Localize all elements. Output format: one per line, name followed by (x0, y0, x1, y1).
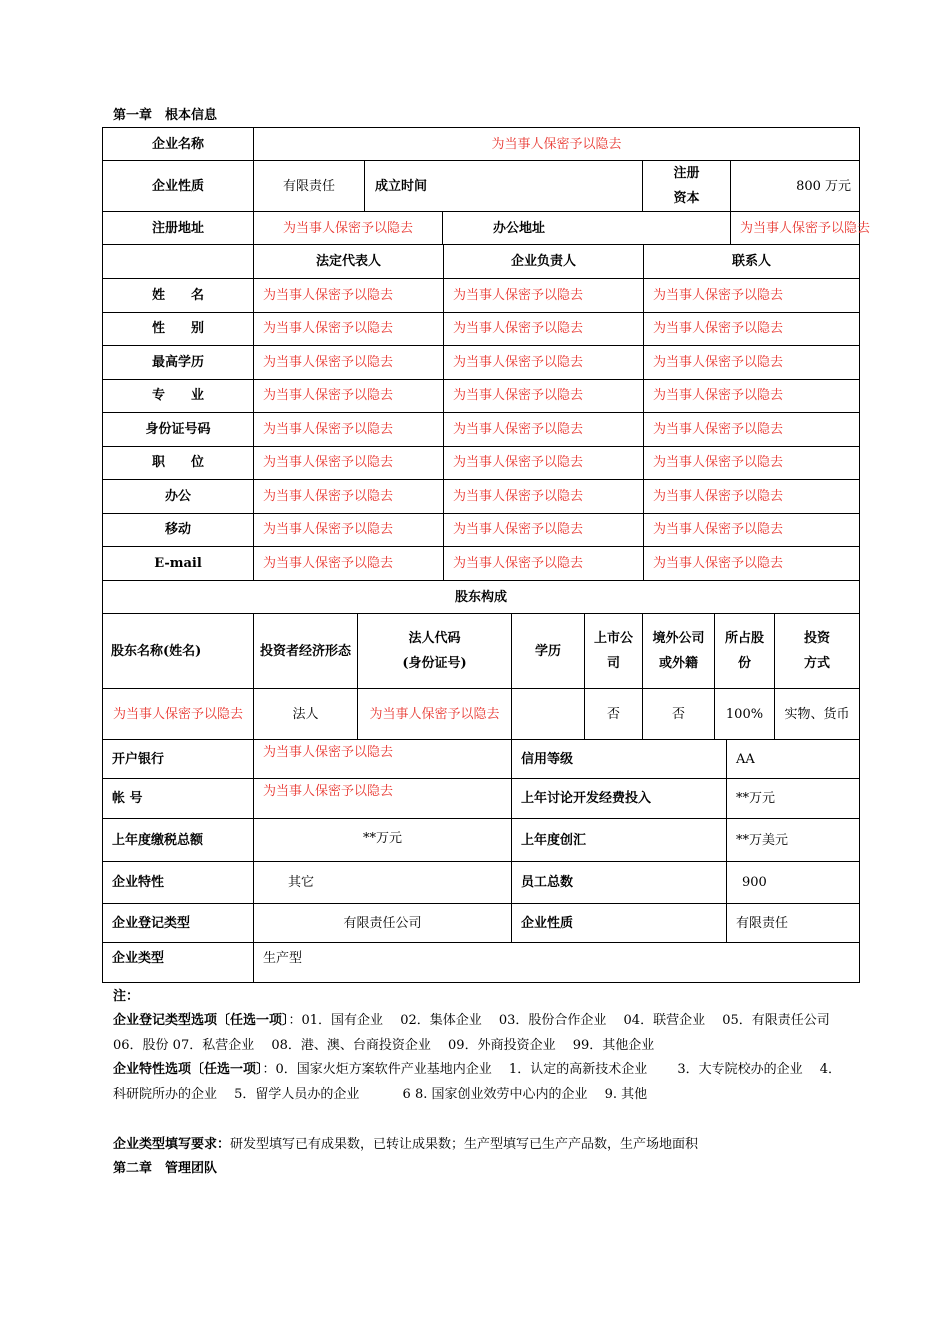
rd-label: 上年讨论开发经费投入 (512, 779, 727, 819)
people-cell: 为当事人保密予以隐去 (644, 547, 860, 581)
people-cell: 为当事人保密予以隐去 (254, 547, 444, 581)
basic-info-table (102, 127, 871, 245)
credit-value: AA (727, 740, 860, 779)
staff-label: 员工总数 (512, 862, 727, 904)
note-type (113, 1132, 853, 1157)
sh-col-code-line-1: 法人代码 (408, 631, 461, 646)
note-feature-title: 企业特性选项〔任选一项〕 (113, 1062, 263, 1077)
note-type-text: 研发型填写已有成果数，已转让成果数；生产型填写已生产产品数，生产场地面积 (230, 1137, 699, 1152)
note-regtype-title: 企业登记类型选项〔任选一项〕 (113, 1013, 289, 1028)
people-cell: 为当事人保密予以隐去 (444, 513, 644, 547)
people-cell: 为当事人保密予以隐去 (444, 346, 644, 380)
people-cell: 为当事人保密予以隐去 (644, 346, 860, 380)
people-cell: 为当事人保密予以隐去 (254, 312, 444, 346)
shareholders-title: 股东构成 (103, 581, 860, 614)
people-row-label: 性 别 (103, 312, 254, 346)
sh-col-code (358, 614, 512, 689)
note-regtype (113, 1008, 853, 1058)
company-name-label: 企业名称 (103, 128, 254, 161)
people-row-label: 专 业 (103, 379, 254, 413)
nature2-value: 有限责任 (727, 904, 860, 943)
regtype-label: 企业登记类型 (103, 904, 254, 943)
sh-col-code-line-2: (身份证号) (402, 656, 467, 671)
people-row-label: 姓 名 (103, 279, 254, 313)
sh-row-foreign: 否 (643, 689, 715, 740)
regtype-value: 有限责任公司 (254, 904, 512, 943)
people-cell: 为当事人保密予以隐去 (644, 413, 860, 447)
people-cell: 为当事人保密予以隐去 (254, 480, 444, 514)
staff-value: 900 (727, 862, 860, 904)
people-cell: 为当事人保密予以隐去 (254, 413, 444, 447)
people-cell: 为当事人保密予以隐去 (444, 446, 644, 480)
capital-value: 800 万元 (731, 161, 860, 212)
fx-label: 上年度创汇 (512, 819, 727, 862)
note-feature (113, 1057, 853, 1107)
capital-label-line-1: 注册 (673, 166, 700, 181)
people-row-label: 最高学历 (103, 346, 254, 380)
sh-row-name: 为当事人保密予以隐去 (103, 689, 254, 740)
sh-col-econ-type: 投资者经济形态 (254, 614, 358, 689)
people-cell: 为当事人保密予以隐去 (444, 413, 644, 447)
chapter-1-title: 第一章 根本信息 (113, 108, 218, 123)
shareholders-table (102, 580, 860, 740)
notes-head: 注： (113, 989, 140, 1004)
people-row-label: 身份证号码 (103, 413, 254, 447)
people-cell: 为当事人保密予以隐去 (644, 513, 860, 547)
bank-value: 为当事人保密予以隐去 (254, 740, 512, 779)
company-name-value: 为当事人保密予以隐去 (254, 128, 860, 161)
type-value: 生产型 (254, 943, 860, 983)
people-col-contact: 联系人 (644, 245, 860, 279)
note-regtype-text: ：01．国有企业 02．集体企业 03．股份合作企业 04．联营企业 05．有限责任公司 06．股份 07．私营企业 08．港、澳、台商投资企业 09．外商投资企业 99．其他企业 (113, 1013, 847, 1053)
people-cell: 为当事人保密予以隐去 (644, 312, 860, 346)
people-col-legal-rep: 法定代表人 (254, 245, 444, 279)
people-cell: 为当事人保密予以隐去 (444, 480, 644, 514)
tax-value: **万元 (254, 819, 512, 862)
people-cell: 为当事人保密予以隐去 (644, 379, 860, 413)
tax-label: 上年度缴税总额 (103, 819, 254, 862)
founded-label: 成立时间 (365, 161, 643, 212)
capital-label (643, 161, 731, 212)
feature-label: 企业特性 (103, 862, 254, 904)
fx-value: **万美元 (727, 819, 860, 862)
account-label: 帐 号 (103, 779, 254, 819)
sh-col-share: 所占股份 (715, 614, 775, 689)
people-cell: 为当事人保密予以隐去 (444, 547, 644, 581)
finance-table (102, 739, 860, 983)
people-col-manager: 企业负责人 (444, 245, 644, 279)
people-cell: 为当事人保密予以隐去 (444, 312, 644, 346)
sh-col-listed: 上市公司 (585, 614, 643, 689)
feature-value: 其它 (254, 862, 512, 904)
sh-col-method-line-2: 方式 (804, 656, 831, 671)
sh-row-listed: 否 (585, 689, 643, 740)
people-row-label: 办公 (103, 480, 254, 514)
nature2-label: 企业性质 (512, 904, 727, 943)
people-row-label: 职 位 (103, 446, 254, 480)
credit-label: 信用等级 (512, 740, 727, 779)
note-type-title: 企业类型填写要求： (113, 1137, 231, 1152)
sh-col-name: 股东名称(姓名) (103, 614, 254, 689)
people-row-label: 移动 (103, 513, 254, 547)
rd-value: **万元 (727, 779, 860, 819)
people-table (102, 244, 860, 581)
sh-col-method-line-1: 投资 (804, 631, 831, 646)
sh-col-foreign: 境外公司或外籍 (643, 614, 715, 689)
sh-row-code: 为当事人保密予以隐去 (358, 689, 512, 740)
people-cell: 为当事人保密予以隐去 (444, 379, 644, 413)
sh-col-edu: 学历 (512, 614, 585, 689)
note-feature-text: ：0．国家火炬方案软件产业基地内企业 1．认定的高新技术企业 3．大专院校办的企业 4．科研院所办的企业 5．留学人员办的企业 6 8. 国家创业效劳中心内的企业 9. 其他 (113, 1062, 841, 1102)
sh-row-edu (512, 689, 585, 740)
reg-address-label: 注册地址 (103, 212, 254, 245)
people-cell: 为当事人保密予以隐去 (444, 279, 644, 313)
office-address-value: 为当事人保密予以隐去 (731, 212, 860, 245)
people-cell: 为当事人保密予以隐去 (254, 279, 444, 313)
people-corner (103, 245, 254, 279)
people-cell: 为当事人保密予以隐去 (254, 379, 444, 413)
sh-col-method (775, 614, 860, 689)
sh-row-method: 实物、货币 (775, 689, 860, 740)
account-value: 为当事人保密予以隐去 (254, 779, 512, 819)
people-cell: 为当事人保密予以隐去 (254, 513, 444, 547)
people-cell: 为当事人保密予以隐去 (254, 446, 444, 480)
sh-row-econ-type: 法人 (254, 689, 358, 740)
capital-label-line-2: 资本 (673, 191, 700, 206)
chapter-2-title: 第二章 管理团队 (113, 1161, 218, 1176)
company-nature-label: 企业性质 (103, 161, 254, 212)
company-nature-value: 有限责任 (254, 161, 365, 212)
people-cell: 为当事人保密予以隐去 (644, 480, 860, 514)
people-cell: 为当事人保密予以隐去 (254, 346, 444, 380)
bank-label: 开户银行 (103, 740, 254, 779)
office-address-label: 办公地址 (443, 212, 731, 245)
sh-row-share: 100% (715, 689, 775, 740)
people-cell: 为当事人保密予以隐去 (644, 446, 860, 480)
people-cell: 为当事人保密予以隐去 (644, 279, 860, 313)
reg-address-value: 为当事人保密予以隐去 (254, 212, 443, 245)
people-row-label: E-mail (103, 547, 254, 581)
type-label: 企业类型 (103, 943, 254, 983)
